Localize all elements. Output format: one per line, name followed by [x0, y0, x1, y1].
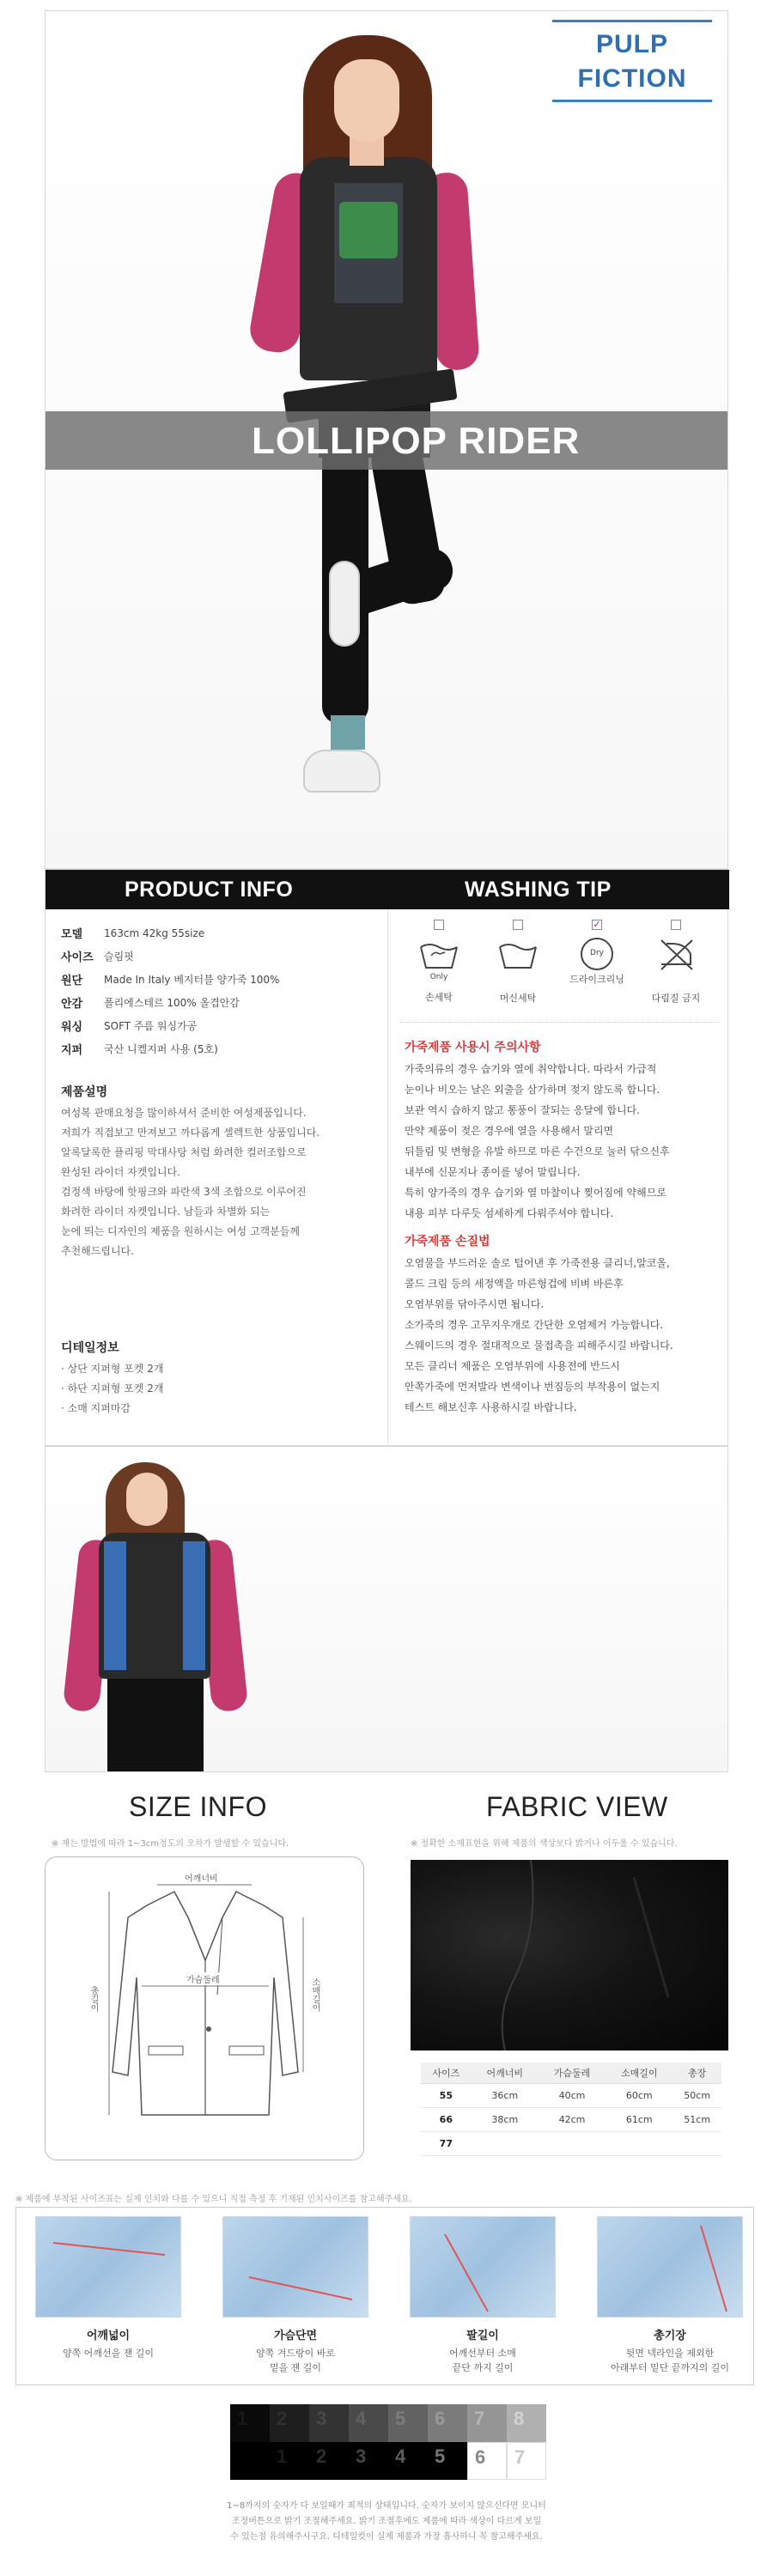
table-cell: 36cm	[472, 2083, 539, 2107]
gray-cell: 8	[507, 2404, 546, 2442]
product-info-heading: PRODUCT INFO	[125, 878, 294, 902]
detail-title: 디테일정보	[61, 1341, 119, 1355]
size-table	[421, 2063, 721, 2156]
spec-value: SOFT 주름 워싱가공	[104, 1020, 198, 1032]
spec-label: 워싱	[61, 1021, 83, 1034]
spec-value: Made In Italy 베지터블 양가죽 100%	[104, 974, 280, 986]
hero-section	[45, 10, 728, 869]
dry-clean-icon	[575, 935, 618, 973]
measure-desc-line: 아래부터 밑단 끝까지의 길이	[610, 2362, 729, 2373]
table-cell: 40cm	[539, 2083, 606, 2107]
cleaning-line: 콜드 크림 등의 세정액을 마른헝겁에 비벼 바른후	[405, 1278, 624, 1290]
measure-sleeve-image	[410, 2216, 556, 2318]
measure-desc-line: 어깨선부터 소매	[449, 2348, 516, 2359]
model-shirt-print	[339, 202, 398, 258]
measure-desc	[597, 2346, 743, 2375]
measure-desc	[35, 2346, 181, 2360]
model-shoe-right	[329, 561, 360, 647]
column-divider	[387, 909, 388, 1447]
table-cell: 55	[421, 2083, 472, 2107]
model-pants	[107, 1679, 204, 1772]
cleaning-line: 스웨이드의 경우 절대적으로 물접촉을 피해주시길 바랍니다.	[405, 1340, 673, 1352]
measure-desc-line: 밑을 잰 길이	[269, 2362, 322, 2373]
table-row	[421, 2107, 721, 2131]
measure-title: 총기장	[654, 2330, 686, 2342]
description-line: 여성복 판매요청을 많이하셔서 준비한 여성제품입니다.	[61, 1107, 307, 1119]
jacket-blue-panel-left	[104, 1541, 126, 1670]
checkbox-icon	[513, 920, 523, 930]
spec-row	[61, 1014, 379, 1037]
description-title: 제품설명	[61, 1085, 108, 1099]
gray-cell: 5	[428, 2442, 467, 2480]
table-header: 총장	[673, 2063, 721, 2083]
measure-desc-line: 끝단 까지 길이	[452, 2362, 514, 2373]
product-title-band	[46, 411, 728, 470]
gray-cell: 3	[349, 2442, 388, 2480]
description-line: 눈에 띄는 디자인의 제품을 원하시는 여성 고객분들께	[61, 1225, 300, 1237]
checkbox-checked-icon: ✓	[593, 919, 601, 930]
gray-cell: 3	[309, 2404, 349, 2442]
table-cell: 66	[421, 2107, 472, 2131]
gray-cell: 6	[428, 2404, 467, 2442]
gray-scale-chart	[230, 2404, 546, 2480]
brand-line-1: PULP	[595, 30, 668, 58]
size-info-title: SIZE INFO	[129, 1791, 267, 1822]
spec-label: 원단	[61, 975, 83, 987]
care-line: 가죽의류의 경우 습기와 열에 취약합니다. 따라서 가급적	[405, 1063, 657, 1075]
checkbox-icon	[671, 920, 681, 930]
measure-desc	[222, 2346, 368, 2375]
table-cell	[539, 2131, 606, 2155]
table-row	[421, 2083, 721, 2107]
table-header: 사이즈	[421, 2063, 472, 2083]
list-item: · 상단 지퍼형 포켓 2개	[61, 1363, 164, 1375]
table-cell: 61cm	[606, 2107, 673, 2131]
cleaning-line: 소가죽의 경우 고무지우개로 간단한 오염제거 가능합니다.	[405, 1319, 664, 1331]
hand-wash-icon	[417, 935, 460, 973]
wash-tag	[643, 973, 709, 982]
spec-list	[61, 921, 379, 1060]
cleaning-line: 오염부위를 닦아주시면 됩니다.	[405, 1298, 545, 1310]
table-cell	[606, 2131, 673, 2155]
table-cell	[472, 2131, 539, 2155]
model-face	[334, 59, 399, 142]
measure-title: 팔길이	[466, 2330, 499, 2342]
measure-desc	[410, 2346, 556, 2375]
cleaning-line: 모든 클리너 제품은 오염부위에 사용전에 반드시	[405, 1360, 620, 1372]
care-line: 내부에 신문지나 종이를 넣어 말립니다.	[405, 1166, 581, 1178]
gray-cell: 2	[270, 2404, 309, 2442]
size-info-note: ※ 재는 방법에 따라 1~3cm정도의 오차가 발생할 수 있습니다.	[52, 1839, 289, 1849]
description-text	[61, 1103, 377, 1261]
gray-cell: 2	[309, 2442, 349, 2480]
wash-label: 머신세탁	[499, 993, 537, 1004]
measure-desc-line: 뒷면 넥라인을 제외한	[625, 2348, 715, 2359]
description-line: 완성된 라이더 자켓입니다.	[61, 1166, 180, 1178]
wash-tag: Dry	[590, 949, 604, 957]
spec-label: 사이즈	[61, 951, 94, 964]
care-line: 만약 제품이 젖은 경우에 열을 사용해서 말리면	[405, 1125, 614, 1137]
gray-cell: 7	[507, 2442, 546, 2480]
fabric-swatch-image	[411, 1860, 728, 2050]
description-line: 저희가 직접보고 만져보고 까다롭게 셀렉트한 상품입니다.	[61, 1127, 320, 1139]
table-cell: 51cm	[673, 2107, 721, 2131]
washing-item-no-iron	[643, 920, 709, 1005]
table-cell: 42cm	[539, 2107, 606, 2131]
model-shoe-left	[303, 750, 380, 793]
fabric-view-note: ※ 정확한 소재표현을 위해 제품의 색상보다 밝거나 어두울 수 있습니다.	[411, 1839, 678, 1849]
cleaning-line: 오염물을 부드러운 솔로 털어낸 후 가죽전용 클리너,알코올,	[405, 1257, 670, 1269]
gray-cell: 4	[349, 2404, 388, 2442]
model-face	[126, 1473, 167, 1526]
jacket-blue-panel-right	[183, 1541, 205, 1670]
spec-value: 슬림핏	[104, 951, 134, 963]
washing-item-dry-clean	[564, 920, 630, 986]
fabric-view-title: FABRIC VIEW	[486, 1791, 668, 1822]
table-header-row	[421, 2063, 721, 2083]
table-cell: 60cm	[606, 2083, 673, 2107]
spec-value: 폴리에스테르 100% 올겹안감	[104, 997, 240, 1009]
care-line: 보관 역시 습하지 않고 통풍이 잘되는 응달에 합니다.	[405, 1104, 640, 1116]
spec-row	[61, 1037, 379, 1060]
detail-list	[61, 1359, 377, 1419]
spec-label: 안감	[61, 998, 83, 1011]
gray-cell: 5	[388, 2404, 428, 2442]
table-row	[421, 2131, 721, 2155]
brand-logo	[552, 20, 712, 102]
spec-row	[61, 945, 379, 968]
cleaning-line: 테스트 해보신후 사용하시길 바랍니다.	[405, 1401, 577, 1413]
description-line: 추천해드립니다.	[61, 1245, 134, 1257]
gray-scale-note	[189, 2499, 584, 2545]
no-iron-icon	[654, 935, 697, 973]
gray-cell: 1	[270, 2442, 309, 2480]
spec-value: 국산 니켈지퍼 사용 (5호)	[104, 1043, 218, 1055]
table-header: 가슴둘레	[539, 2063, 606, 2083]
wash-label: 드라이크리닝	[569, 974, 624, 985]
measure-item-shoulder	[35, 2216, 181, 2360]
measure-title: 어깨넓이	[86, 2330, 131, 2342]
gray-note-line: 조정버튼으로 밝기 조절해주세요. 밝기 조절후에도 제품에 따라 색상이 다르게 보일	[231, 2517, 542, 2526]
measure-chest-image	[222, 2216, 368, 2318]
size-diagram	[45, 1856, 364, 2160]
cleaning-line: 안쪽가죽에 먼저발라 변색이나 번짐등의 부작용이 없는지	[405, 1381, 660, 1393]
wash-label: 손세탁	[425, 992, 453, 1003]
table-cell: 77	[421, 2131, 472, 2155]
description-line: 화려한 라이더 자켓입니다. 남들과 차별화 되는	[61, 1206, 271, 1218]
description-line: 검정색 바탕에 핫핑크와 파란색 3색 조합으로 이루어진	[61, 1186, 307, 1198]
washing-item-hand-wash	[406, 920, 472, 1004]
spec-label: 지퍼	[61, 1044, 83, 1057]
gray-cell: 6	[467, 2442, 507, 2480]
table-header: 소매길이	[606, 2063, 673, 2083]
cleaning-notes-text	[405, 1253, 721, 1418]
care-line: 뒤틀림 및 변형을 유발 하므로 마른 수건으로 눌러 닦으신후	[405, 1145, 670, 1157]
checkbox-icon	[434, 920, 444, 930]
washing-item-machine	[485, 920, 551, 1005]
table-header: 어깨너비	[472, 2063, 539, 2083]
info-header-bar	[46, 870, 729, 909]
gray-cell: 1	[230, 2404, 270, 2442]
measure-item-chest	[222, 2216, 368, 2375]
care-notes-title: 가죽제품 사용시 주의사항	[405, 1041, 541, 1054]
measure-guide	[15, 2207, 754, 2385]
diagram-label-shoulder: 어깨너비	[185, 1874, 218, 1884]
spec-value: 163cm 42kg 55size	[104, 927, 205, 939]
spec-row	[61, 921, 379, 945]
gray-cell: 4	[388, 2442, 428, 2480]
care-line: 내용 피부 다루듯 섬세하게 다뤄주셔야 합니다.	[405, 1207, 614, 1219]
washing-tip-heading: WASHING TIP	[465, 878, 612, 902]
measure-desc-line: 양쪽 어깨선을 잰 길이	[62, 2348, 155, 2359]
measure-item-sleeve	[410, 2216, 556, 2375]
spec-row	[61, 991, 379, 1014]
wash-tag: Only	[429, 973, 448, 981]
washing-icons	[399, 920, 719, 1023]
measure-note: ※ 제품에 부착된 사이즈표는 실제 인치와 다를 수 있으니 직접 측정 후 기재된 인치사이즈를 참고해주세요.	[15, 2195, 412, 2204]
wash-tag	[485, 973, 551, 982]
brand-line-2: FICTION	[577, 64, 687, 93]
measure-desc-line: 양쪽 겨드랑이 바로	[255, 2348, 335, 2359]
measure-item-length	[597, 2216, 743, 2375]
cleaning-notes-title: 가죽제품 손질법	[405, 1235, 490, 1249]
spec-label: 모델	[61, 928, 83, 941]
list-item: · 하단 지퍼형 포켓 2개	[61, 1382, 164, 1394]
care-line: 눈이나 비오는 날은 외출을 삼가하며 젖지 않도록 합니다.	[405, 1084, 660, 1096]
model-sock	[331, 715, 365, 750]
diagram-label-chest: 가슴둘레	[186, 1972, 220, 1985]
measure-title: 가슴단면	[273, 2330, 318, 2342]
gray-cell: 7	[467, 2404, 507, 2442]
measure-length-image	[597, 2216, 743, 2318]
info-section	[45, 869, 728, 1446]
machine-wash-icon	[496, 935, 539, 973]
gray-note-line: 1~8까지의 숫자가 다 보일때가 최적의 상태입니다. 숫자가 보이지 않으신다면 모니터	[227, 2501, 546, 2511]
diagram-label-sleeve: 소매길이	[310, 1978, 320, 2012]
table-cell: 50cm	[673, 2083, 721, 2107]
diagram-label-length: 총길이	[88, 1986, 98, 2012]
product-title: LOLLIPOP RIDER	[252, 420, 581, 462]
care-notes-text	[405, 1059, 721, 1224]
table-cell: 38cm	[472, 2107, 539, 2131]
list-item: · 소매 지퍼마감	[61, 1402, 131, 1414]
table-cell	[673, 2131, 721, 2155]
gray-note-line: 수 있는점 유의해주시구요. 디테일컷이 실제 제품과 가장 흡사하니 꼭 참고해주세요.	[230, 2532, 543, 2542]
gray-cell	[230, 2442, 270, 2480]
wash-label: 다림질 금지	[651, 993, 701, 1004]
measure-shoulder-image	[35, 2216, 181, 2318]
description-line: 알록달록한 플리핑 막대사탕 처럼 화려한 컬러조합으로	[61, 1146, 307, 1158]
care-line: 특히 양가죽의 경우 습기와 열 마찰이나 찢어짐에 약해므로	[405, 1187, 666, 1199]
spec-row	[61, 968, 379, 991]
detail-photo-section	[45, 1446, 728, 1772]
